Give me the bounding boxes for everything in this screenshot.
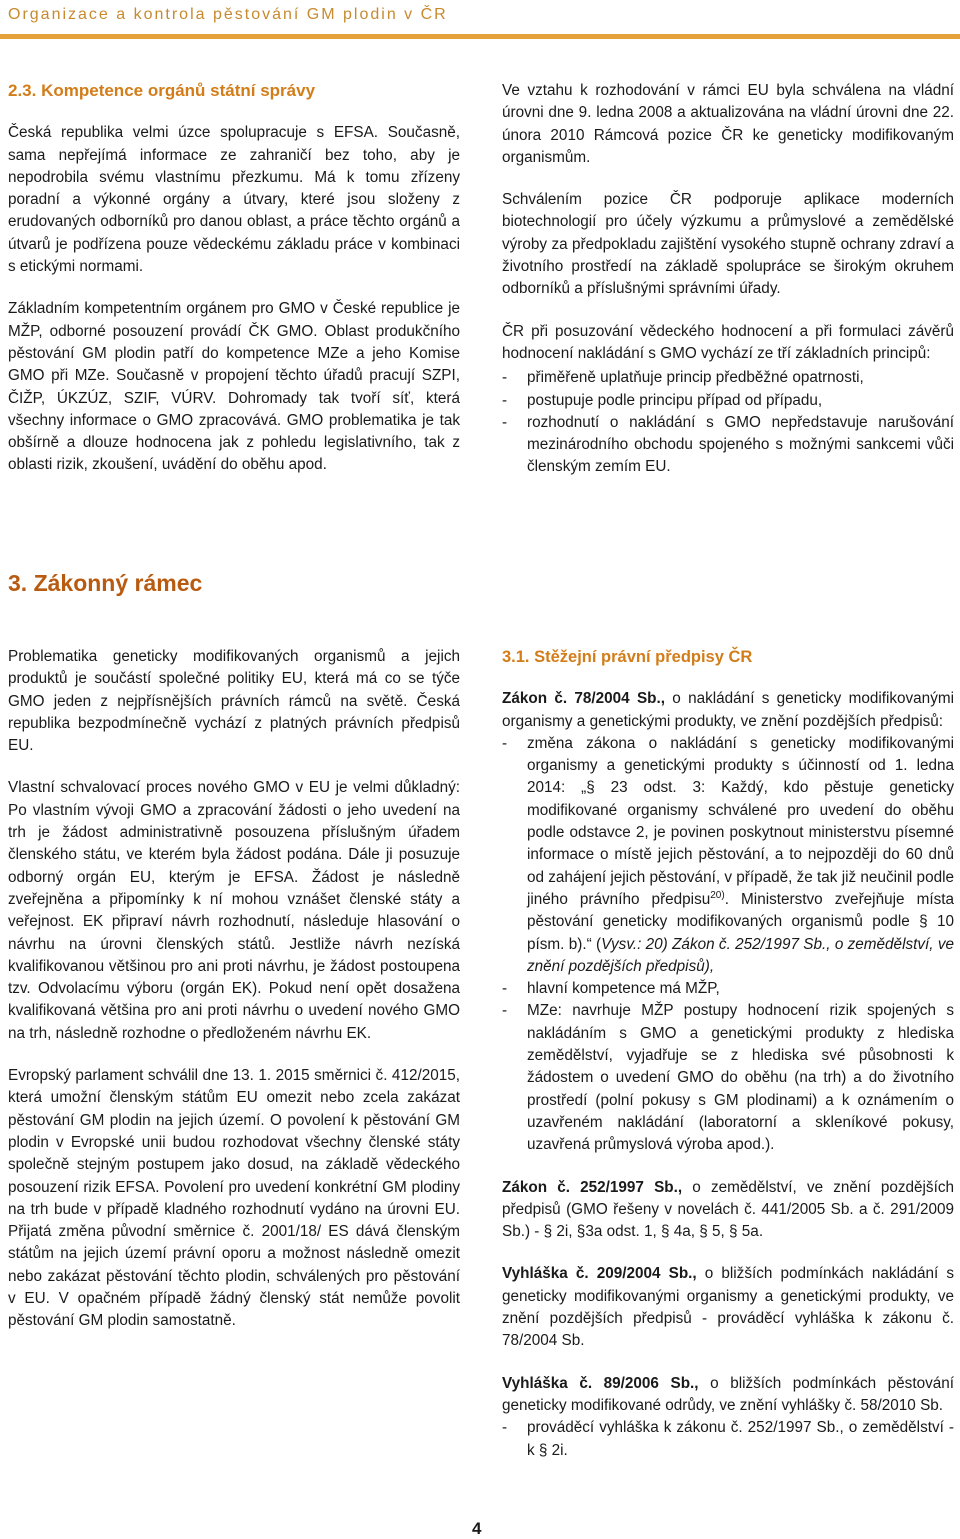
law-entry <box>502 1177 954 1244</box>
section-2-3-left-column <box>8 80 460 497</box>
law-title: Vyhláška č. 89/2006 Sb., <box>502 1374 699 1392</box>
section-3-left-column <box>8 646 460 1353</box>
list-item: - rozhodnutí o nakládání s GMO nepředstavuje narušování mezinárodního obchodu spojeného s možnými sankcemi vůči členským zemím EU. <box>502 412 954 479</box>
paragraph: Česká republika velmi úzce spolupracuje s EFSA. Současně, sama nepřejímá informace ze zahraničí bez toho, aby je nepodrobila svému vlastnímu přezkumu. Má k tomu zřízeny poradní a výkonné orgány a útvary, které jsou složeny z erudovaných odborníků pro danou oblast, a práce těchto orgánů a útvarů je podřízena pouze vědeckému základu práce v kombinaci s etickými normami. <box>8 124 460 276</box>
paragraph: Vlastní schvalovací proces nového GMO v EU je velmi důkladný: Po vlastním vývoji GMO a zpracování žádosti o jeho uvedení na trh je žádost administrativně posouzena příslušným úřadem členského státu, ve kterém byla žádost podána. Dále ji posuzuje odborný orgán EU, kterým je EFSA. Žádost je následně zveřejněna a připomínky k ní mohou vznášet členské státy a veřejnost. EK připraví návrh rozhodnutí, následuje hlasování o návrhu na úrovni členských států. Jestliže návrh nezíská kvalifikovanou většinou pro ani proti návrhu, je žádost postoupena tzv. Odvolacímu výboru (orgán EK). Pokud není opět dosažena kvalifikovaná většina pro ani proti návrhu o uvedení nového GMO na trh, následně rozhodne o předloženém návrhu EK. <box>8 779 460 1042</box>
list-item: - postupuje podle principu případ od případu, <box>502 390 954 412</box>
law-entry <box>502 1263 954 1352</box>
page-number: 4 <box>472 1519 482 1538</box>
section-3-1-right-column <box>502 646 954 1462</box>
section-heading: 2.3. Kompetence orgánů státní správy <box>8 81 316 100</box>
paragraph: Ve vztahu k rozhodování v rámci EU byla schválena na vládní úrovni dne 9. ledna 2008 a aktualizována na vládní úrovni dne 22. února 2010 Rámcová pozice ČR ke geneticky modifikovaným organismům. <box>502 82 954 166</box>
law-text: o nakládání s geneticky modifikovanými organismy a genetickými produkty, ve znění pozdějších předpisů: <box>502 690 954 730</box>
law-text: o bližších podmínkách pěstování geneticky modifikované odrůdy, ve znění vyhlášky č. 58/2010 Sb. <box>502 1374 954 1414</box>
paragraph: ČR při posuzování vědeckého hodnocení a při formulaci závěrů hodnocení nakládání s GMO vychází ze tří základních principů: <box>502 322 954 362</box>
law-title: Zákon č. 252/1997 Sb., <box>502 1178 683 1196</box>
law-list <box>502 1417 954 1462</box>
list-item: - prováděcí vyhláška k zákonu č. 252/1997 Sb., o zemědělství - k § 2i. <box>502 1417 954 1462</box>
principles-list <box>502 367 954 478</box>
list-item: - hlavní kompetence má MŽP, <box>502 978 954 1000</box>
law-entry <box>502 688 954 733</box>
law-list <box>502 733 954 1157</box>
law-title: Zákon č. 78/2004 Sb., <box>502 690 666 708</box>
list-item <box>502 733 954 978</box>
law-title: Vyhláška č. 209/2004 Sb., <box>502 1265 697 1283</box>
law-text: o zemědělství, ve znění pozdějších předpisů (GMO řešeny v novelách č. 441/2005 Sb. a č. 291/2009 Sb.) - § 2i, §3a odst. 1, § 4a, § 5, § 5a. <box>502 1178 954 1241</box>
list-item-text: změna zákona o nakládání s geneticky modifikovanými organismy a genetickými produkty s účinností od 1. ledna 2014: „§ 23 odst. 3: Každý, kdo pěstuje geneticky modifikované organismy schválené pro uvedení do oběhu podle odstavce 2, je povinen poskytnout ministerstvu písemné informace o místě jejich pěstování, a to nejpozději do 60 dnů od zahájení jejich pěstování, v případě, že tak již neučinil podle jiného právního předpisu <box>527 734 954 908</box>
list-item-text: . Ministerstvo zveřejňuje místa pěstování geneticky modifikovaných organismů podle § 10 písm. b).“ ( <box>527 890 954 953</box>
paragraph: Evropský parlament schválil dne 13. 1. 2015 směrnici č. 412/2015, která umožní členským státům EU omezit nebo zcela zakázat pěstování GM plodin na jejich území. O povolení k pěstování GM plodin v Evropské unii budou rozhodovat všechny členské státy společně stejným postupem jako dosud, na základě vědeckého posouzení rizik EFSA. Povolení pro uvedení konkrétní GM plodiny na trh bude v případě kladného rozhodnutí vydáno na úrovni EU. Přijatá změna původní směrnice č. 2001/18/ ES dává členským státům na jejich území právní oporu a možnost následně omezit nebo zakázat pěstování těchto plodin, schválených pro pěstování v EU. V opačném případě žádný členský stát nemůže povolit pěstování GM plodin samostatně. <box>8 1067 460 1330</box>
list-item: - přiměřeně uplatňuje princip předběžné opatrnosti, <box>502 367 954 389</box>
chapter-heading: 3. Zákonný rámec <box>8 570 203 596</box>
law-text: o bližších podmínkách nakládání s geneticky modifikovanými organismy a genetickými produkty, ve znění pozdějších předpisů - prováděcí vyhláška k zákonu č. 78/2004 Sb. <box>502 1265 954 1350</box>
law-entry <box>502 1373 954 1418</box>
paragraph: Základním kompetentním orgánem pro GMO v České republice je MŽP, odborné posouzení provádí ČK GMO. Oblast produkčního pěstování GM plodin patří do kompetence MZe a jeho Komise GMO při MZe. Současně v propojení těchto úřadů pracují SZPI, ČIŽP, ÚKZÚZ, SZIF, VÚRV. Dohromady tak tvoří síť, která všechny informace o GMO zpracovává. GMO problematika je tak obšírně a dlouze hodnocena jak z pohledu legislativního, tak z oblasti rizik, zkoušení, uvádění do oběhu apod. <box>8 300 460 474</box>
paragraph: Problematika geneticky modifikovaných organismů a jejich produktů je součástí společné politiky EU, která má co se týče GMO jeden z nejpřísnějších právních rámců na světě. Česká republika bezpodmínečně vychází z platných právních předpisů EU. <box>8 648 460 755</box>
list-item-note: Vysv.: 20) Zákon č. 252/1997 Sb., o zemědělství, ve znění pozdějších předpisů), <box>527 935 954 975</box>
paragraph: Schválením pozice ČR podporuje aplikace moderních biotechnologií pro účely výzkumu a průmyslové a zemědělské výroby za předpokladu zajištění vysokého stupně ochrany zdraví a životního prostředí na základě spolupráce se širokým okruhem odborníků a příslušnými správními úřady. <box>502 191 954 298</box>
list-item: - MZe: navrhuje MŽP postupy hodnocení rizik spojených s nakládáním s GMO a genetickými produkty z hlediska zemědělství, vyjadřuje se z hlediska své působnosti k žádostem o uvedení GMO do oběhu (na trh) a do životního prostředí (polní pokusy s GM plodinami) a k oznámením o uzavřeném nakládání (laboratorní a skleníkové pokusy, uzavřená průmyslová výroba apod.). <box>502 1000 954 1156</box>
header-rule <box>0 34 960 39</box>
section-heading: 3.1. Stěžejní právní předpisy ČR <box>502 648 753 666</box>
running-title: Organizace a kontrola pěstování GM plodin v ČR <box>8 6 448 23</box>
footnote-ref: 20) <box>710 889 725 901</box>
section-2-3-right-column <box>502 80 954 479</box>
